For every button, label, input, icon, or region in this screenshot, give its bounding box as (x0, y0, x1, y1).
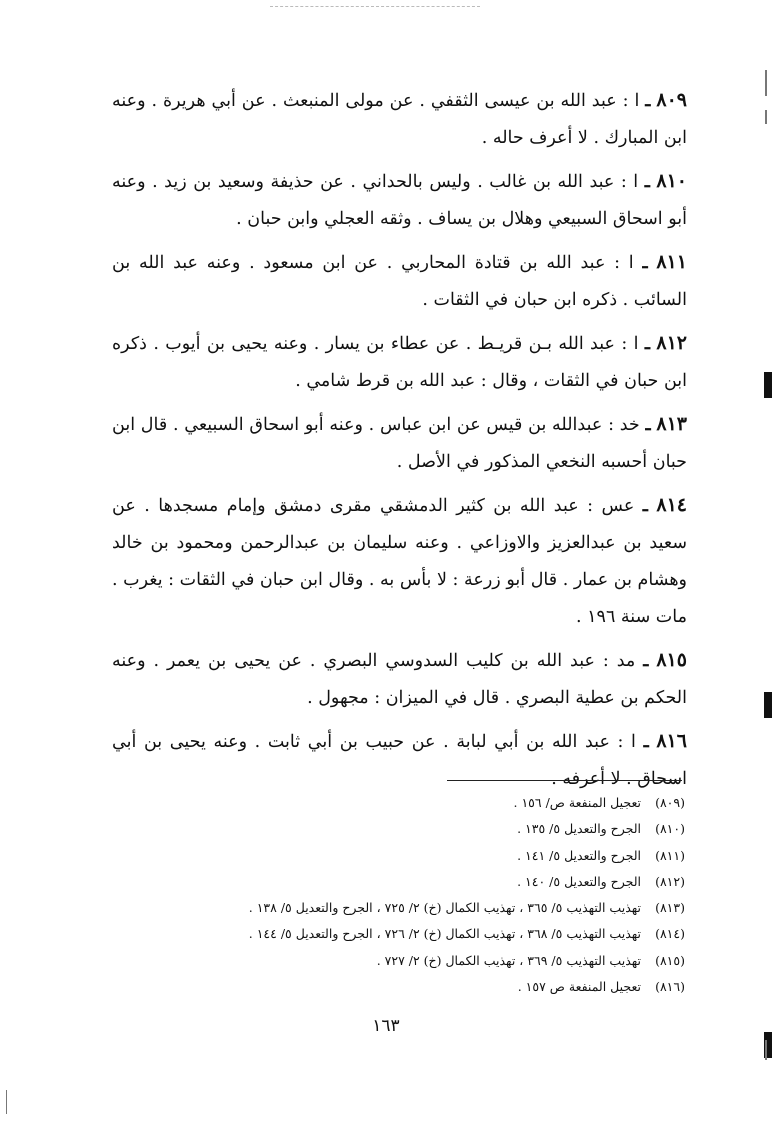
entry-number: ٨٠٩ (656, 89, 687, 111)
entry-dash: ـ (642, 253, 648, 273)
entry-number: ٨١٣ (656, 413, 687, 435)
entry-number: ٨١٢ (656, 332, 687, 354)
footnote-number: (٨١٠) (655, 821, 685, 837)
entry-text: ا : عبد الله بن أبي لبابة . عن حبيب بن أبي ثابت . وعنه يحيى بن أبي اسحاق . لا أعرفه . (112, 732, 687, 789)
footnote-813 (60, 895, 685, 921)
footnote-811 (60, 843, 685, 869)
entry-text: ا : عبد الله بن قتادة المحاربي . عن ابن مسعود . وعنه عبد الله بن السائب . ذكره ابن حبان في الثقات . (112, 253, 687, 310)
entry-814 (112, 487, 687, 636)
footnote-number: (٨١٤) (655, 926, 685, 942)
footnote-815 (60, 948, 685, 974)
scan-edge-line (6, 1090, 7, 1114)
entry-number: ٨١٥ (656, 649, 687, 671)
entry-811 (112, 244, 687, 319)
entry-dash: ـ (643, 651, 649, 671)
entry-text: ا : عبد الله بن عيسى الثقفي . عن مولى المنبعث . عن أبي هريرة . وعنه ابن المبارك . لا أعرف حاله . (112, 91, 687, 148)
entry-813 (112, 406, 687, 481)
entry-812 (112, 325, 687, 400)
footnote-text: تهذيب التهذيب ٥/ ٣٦٩ ، تهذيب الكمال (خ) ٢/ ٧٢٧ . (376, 952, 641, 968)
entry-number: ٨١٦ (656, 730, 687, 752)
entry-dash: ـ (642, 496, 648, 516)
footnote-number: (٨٠٩) (655, 795, 685, 810)
footnote-809 (60, 790, 685, 816)
entry-815 (112, 642, 687, 717)
entry-810 (112, 163, 687, 238)
footnote-number: (٨١٥) (655, 952, 685, 968)
footnote-812 (60, 869, 685, 895)
entry-dash: ـ (644, 334, 650, 354)
footnote-text: تعجيل المنفعة ص ١٥٧ . (517, 979, 641, 995)
footnote-number: (٨١٣) (655, 900, 685, 916)
entries-section (112, 82, 687, 804)
footnote-text: الجرح والتعديل ٥/ ١٤١ . (517, 847, 641, 863)
entry-text: عس : عبد الله بن كثير الدمشقي مقرى دمشق وإمام مسجدها . عن سعيد بن عبدالعزيز والاوزاعي . وعنه سليمان بن عبدالرحمن ومحمود بن خالد وهشام بن عمار . قال أبو زرعة : لا بأس به . وقال ابن حبان في الثقات : يغرب . مات سنة ١٩٦ . (112, 496, 687, 627)
entry-text: خد : عبدالله بن قيس عن ابن عباس . وعنه أبو اسحاق السبيعي . قال ابن حبان أحسبه النخعي المذكور في الأصل . (112, 415, 687, 472)
entry-number: ٨١٠ (656, 170, 687, 192)
entry-text: ا : عبد الله بن غالب . وليس بالحداني . عن حذيفة وسعيد بن زيد . وعنه أبو اسحاق السبيعي وهلال بن يساف . وثقه العجلي وابن حبان . (112, 172, 687, 229)
footnote-text: تهذيب التهذيب ٥/ ٣٦٥ ، تهذيب الكمال (خ) ٢/ ٧٢٥ ، الجرح والتعديل ٥/ ١٣٨ . (248, 900, 641, 916)
entry-dash: ـ (645, 415, 651, 435)
footnote-816 (60, 974, 685, 1000)
scan-edge-line (765, 110, 767, 124)
footnote-text: الجرح والتعديل ٥/ ١٤٠ . (517, 873, 641, 889)
footnote-814 (60, 921, 685, 947)
scan-top-rule (270, 6, 480, 7)
scan-edge-line (765, 70, 767, 96)
scan-edge-mark (764, 692, 772, 718)
footnote-text: الجرح والتعديل ٥/ ١٣٥ . (517, 821, 641, 837)
footnote-text: تهذيب التهذيب ٥/ ٣٦٨ ، تهذيب الكمال (خ) ٢/ ٧٢٦ ، الجرح والتعديل ٥/ ١٤٤ . (248, 926, 641, 942)
footnote-810 (60, 816, 685, 842)
footnote-number: (٨١١) (655, 847, 685, 863)
footnote-separator (447, 780, 682, 781)
entry-text: ا : عبد الله بـن قريـط . عن عطاء بن يسار . وعنه يحيى بن أيوب . ذكره ابن حبان في الثقات ، وقال : عبد الله بن قرط شامي . (112, 334, 687, 391)
entry-816 (112, 723, 687, 798)
footnote-number: (٨١٦) (655, 979, 685, 995)
entry-dash: ـ (643, 732, 649, 752)
entry-number: ٨١١ (656, 251, 687, 273)
entry-dash: ـ (645, 91, 651, 111)
entry-809 (112, 82, 687, 157)
entry-number: ٨١٤ (656, 494, 687, 516)
footnotes-section (60, 790, 685, 1000)
entry-dash: ـ (644, 172, 650, 192)
footnote-text: تعجيل المنفعة ص/ ١٥٦ . (513, 795, 641, 810)
scan-edge-mark (764, 372, 772, 398)
footnote-number: (٨١٢) (655, 873, 685, 889)
page-number: ١٦٣ (372, 1016, 400, 1036)
scan-edge-line (765, 1040, 767, 1060)
entry-text: مد : عبد الله بن كليب السدوسي البصري . عن يحيى بن يعمر . وعنه الحكم بن عطية البصري . قال في الميزان : مجهول . (112, 651, 687, 708)
